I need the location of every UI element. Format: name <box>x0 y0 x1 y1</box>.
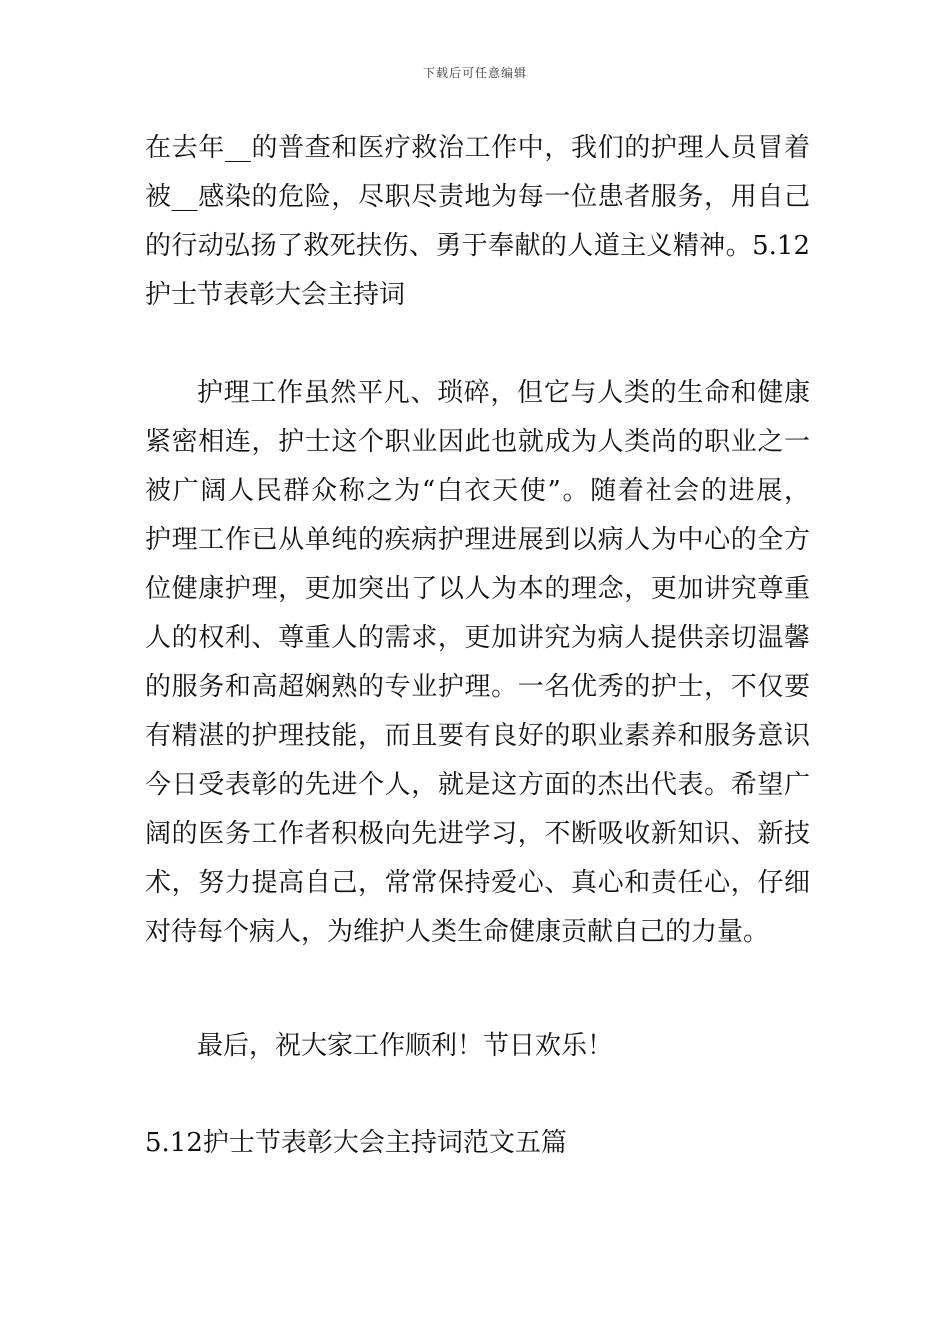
text-line: 位健康护理，更加突出了以人为本的理念，更加讲究尊重 <box>145 574 810 604</box>
text-line: 人的权利、尊重人的需求，更加讲究为病人提供亲切温馨 <box>145 623 810 653</box>
page-header: 下载后可任意编辑 <box>422 66 527 80</box>
text-line: 阔的医务工作者积极向先进学习，不断吸收新知识、新技 <box>145 819 810 849</box>
text-line: 护理工作已从单纯的疾病护理进展到以病人为中心的全方 <box>145 525 810 555</box>
section-heading <box>145 1119 810 1168</box>
text-line: 术，努力提高自己，常常保持爱心、真心和责任心，仔细 <box>145 868 810 898</box>
text-line: 5.12护士节表彰大会主持词范文五篇 <box>145 1128 567 1158</box>
text-line: 被广阔人民群众称之为“白衣天使”。随着社会的进展， <box>145 476 810 506</box>
paragraph-3 <box>145 1022 810 1071</box>
text-line: 护士节表彰大会主持词 <box>145 280 406 310</box>
text-line: 的行动弘扬了救死扶伤、勇于奉献的人道主义精神。5.12 <box>145 231 810 261</box>
paragraph-1 <box>145 124 810 320</box>
text-line: 被__感染的危险，尽职尽责地为每一位患者服务，用自己 <box>145 182 810 212</box>
text-line: 最后，祝大家工作顺利！节日欢乐！ <box>197 1031 614 1061</box>
text-line: 今日受表彰的先进个人，就是这方面的杰出代表。希望广 <box>145 770 810 800</box>
text-line: 有精湛的护理技能，而且要有良好的职业素养和服务意识 <box>145 721 810 751</box>
paragraph-2 <box>145 369 810 957</box>
text-line: 紧密相连，护士这个职业因此也就成为人类尚的职业之一 <box>145 427 810 457</box>
text-line: 护理工作虽然平凡、琐碎，但它与人类的生命和健康 <box>197 378 810 408</box>
text-line: 的服务和高超娴熟的专业护理。一名优秀的护士，不仅要 <box>145 672 810 702</box>
text-line: 对待每个病人，为维护人类生命健康贡献自己的力量。 <box>145 917 770 947</box>
text-line: 在去年__的普查和医疗救治工作中，我们的护理人员冒着 <box>145 133 810 163</box>
